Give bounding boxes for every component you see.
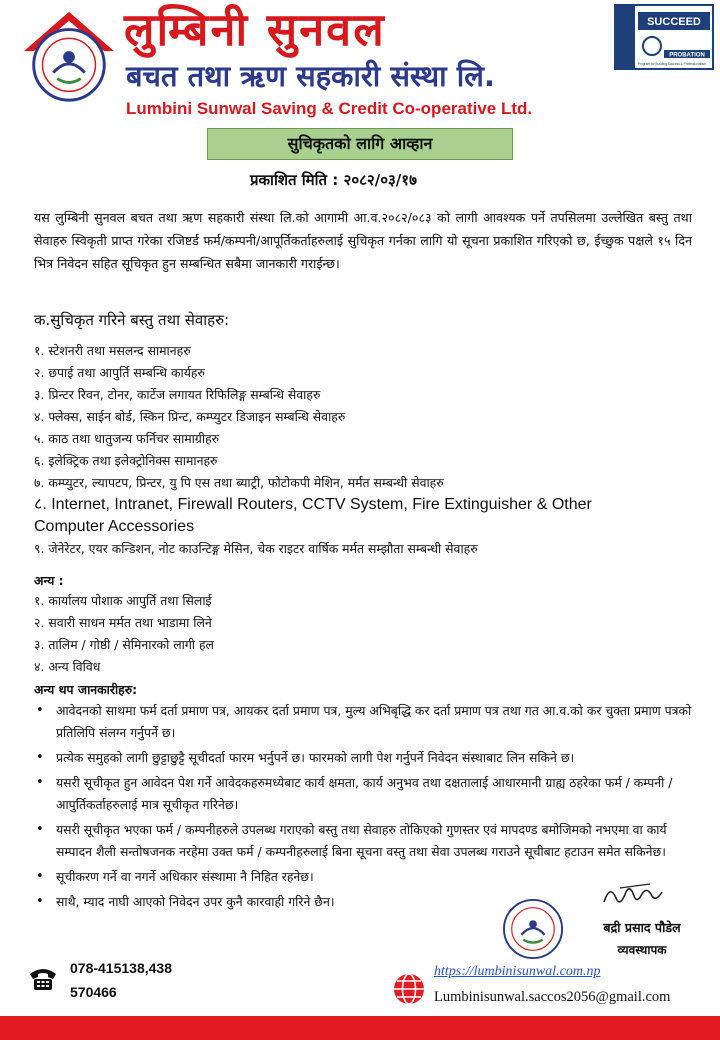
- bullet-item: • सूचीकरण गर्ने वा नगर्ने अधिकार संस्थामा नै निहित रहनेछ।: [34, 866, 474, 888]
- phone-icon: [28, 964, 58, 992]
- bullet-item: • साथै, म्याद नाघी आएको निवेदन उपर कुनै कारवाही गरिने छैन।: [34, 891, 474, 913]
- list-item: ८. Internet, Intranet, Firewall Routers, CCTV System, Fire Extinguisher & Other Computer Accessories: [34, 496, 592, 535]
- list-item: ७. कम्प्युटर, ल्यापटप, प्रिन्टर, यु पि एस तथा ब्याट्री, फोटोकपी मेशिन, मर्मत सम्बन्धी सेवाहरु: [34, 475, 444, 490]
- organization-title-english: Lumbini Sunwal Saving & Credit Co-operative Ltd.: [126, 99, 533, 118]
- list-item: ३. प्रिन्टर रिवन, टोनर, कार्टेज लगायत रिफिलिङ्ग सम्बन्धि सेवाहरु: [34, 387, 321, 402]
- organization-seal-icon: [502, 898, 564, 960]
- bullet-dot-icon: •: [36, 750, 44, 765]
- succeed-logo-tagline: Program for Building Success & Professionalism: [637, 62, 707, 66]
- list-item: ३. तालिम / गोष्ठी / सेमिनारको लागी हल: [34, 637, 214, 652]
- footer-bar: [0, 1016, 720, 1040]
- list-item: ४. फ्लेक्स, साईन बोर्ड, स्किन प्रिन्ट, कम्प्युटर डिजाइन सम्बन्धि सेवाहरु: [34, 409, 346, 424]
- signature-icon: [600, 878, 666, 912]
- bullet-item: • आवेदनको साथमा फर्म दर्ता प्रमाण पत्र, आयकर दर्ता प्रमाण पत्र, मुल्य अभिबृद्धि कर दर्ता प्रमाण पत्र तथा गत आ.व.को कर चुक्ता प्रमाण पत्रको प्रतिलिपि संलग्न गर्नुपर्ने छ।: [34, 700, 704, 744]
- bullet-dot-icon: •: [36, 869, 44, 884]
- succeed-logo-tag: PROBATION: [669, 52, 705, 59]
- bullet-item: • प्रत्येक समुहको लागी छुट्टाछुट्टै सूचीदर्ता फारम भर्नुपर्ने छ। फारमको लागी पेश गर्नुपर्ने निवेदन संस्थाबाट लिन सकिने छ।: [34, 747, 704, 769]
- info-heading: अन्य थप जानकारीहरु:: [34, 682, 138, 697]
- list-item: २. सवारी साधन मर्मत तथा भाडामा लिने: [34, 615, 212, 630]
- organization-title-nepali: लुम्बिनी सुनवल: [124, 3, 386, 56]
- list-item: ४. अन्य विविध: [34, 659, 101, 674]
- signatory-title: व्यवस्थापक: [617, 943, 667, 957]
- cooperative-logo-icon: [20, 8, 118, 106]
- goods-list: [34, 340, 674, 560]
- globe-icon: [392, 972, 426, 1006]
- phone-numbers: [70, 956, 172, 1004]
- published-date: प्रकाशित मिति : २०८२/०३/१७: [250, 171, 417, 189]
- phone-number-1: 078-415138,438: [70, 960, 172, 976]
- phone-number-2: 570466: [70, 984, 117, 1000]
- email-address: Lumbinisunwal.saccos2056@gmail.com: [434, 989, 671, 1005]
- list-item: ६. इलेक्ट्रिक तथा इलेक्ट्रोनिक्स सामानहरु: [34, 453, 218, 468]
- list-item: १. स्टेशनरी तथा मसलन्द सामानहरु: [34, 343, 191, 358]
- succeed-probation-logo: [614, 4, 714, 70]
- list-item: ५. काठ तथा धातुजन्य फर्निचर सामाग्रीहरु: [34, 431, 220, 446]
- list-item: २. छपाई तथा आपुर्ति सम्बन्धि कार्यहरु: [34, 365, 205, 380]
- list-item: १. कार्यालय पोशाक आपुर्ति तथा सिलाई: [34, 593, 212, 608]
- notice-title: सुचिकृतको लागि आव्हान: [207, 128, 513, 160]
- website-link[interactable]: https://lumbinisunwal.com.np: [434, 964, 601, 979]
- other-list: [34, 590, 674, 678]
- bullet-item: • यसरी सूचीकृत भएका फर्म / कम्पनीहरुले उपलब्ध गराएको बस्तु तथा सेवाहरु तोकिएको गुणस्तर एवं मापदण्ड बमोजिमको नभएमा वा कार्य सम्पादन शैली सन्तोषजनक नरहेमा उक्त फर्म / कम्पनीहरुलाई बिना सूचना वस्तु तथा सेवा उपलब्ध गराउने सूचीबाट हटाउन समेत सकिनेछ।: [34, 819, 704, 863]
- bullet-dot-icon: •: [36, 775, 44, 790]
- list-item: ९. जेनेरेटर, एयर कन्डिशन, नोट काउन्टिङ्ग मेसिन, चेक राइटर वार्षिक मर्मत सम्झौता सम्बन्धी सेवाहरु: [34, 541, 478, 556]
- bullet-dot-icon: •: [36, 894, 44, 909]
- goods-heading: क.सुचिकृत गरिने बस्तु तथा सेवाहरु:: [34, 311, 230, 329]
- bullet-dot-icon: •: [36, 822, 44, 837]
- succeed-logo-name: SUCCEED: [647, 16, 701, 28]
- other-heading: अन्य :: [34, 573, 64, 588]
- signatory-name: बद्री प्रसाद पौडेल: [603, 920, 681, 935]
- bullet-dot-icon: •: [36, 703, 44, 718]
- intro-paragraph: यस लुम्बिनी सुनवल बचत तथा ऋण सहकारी संस्था लि.को आगामी आ.व.२०८२/०८३ को लागी आवश्यक पर्ने तपसिलमा उल्लेखित बस्तु तथा सेवाहरु स्विकृती प्राप्त गरेका रजिष्टर्ड फर्म/कम्पनी/आपूर्तिकर्ताहरुलाई सुचिकृत गर्नका लागि यो सूचना प्रकाशित गरिएको छ, ईच्छुक पक्षले १५ दिन भित्र निवेदन सहित सूचिकृत हुन सम्बन्धित सबैमा जानकारी गराईन्छ।: [34, 210, 692, 271]
- organization-subtitle-nepali: बचत तथा ऋण सहकारी संस्था लि.: [126, 59, 495, 93]
- bullet-item: • यसरी सूचीकृत हुन आवेदन पेश गर्ने आवेदकहरुमध्येबाट कार्य क्षमता, कार्य अनुभव तथा दक्षतालाई आधारमानी ग्राह्य ठहरेका फर्म / कम्पनी / आपुर्तिकर्ताहरुलाई मात्र सूचीकृत गरिनेछ।: [34, 772, 704, 816]
